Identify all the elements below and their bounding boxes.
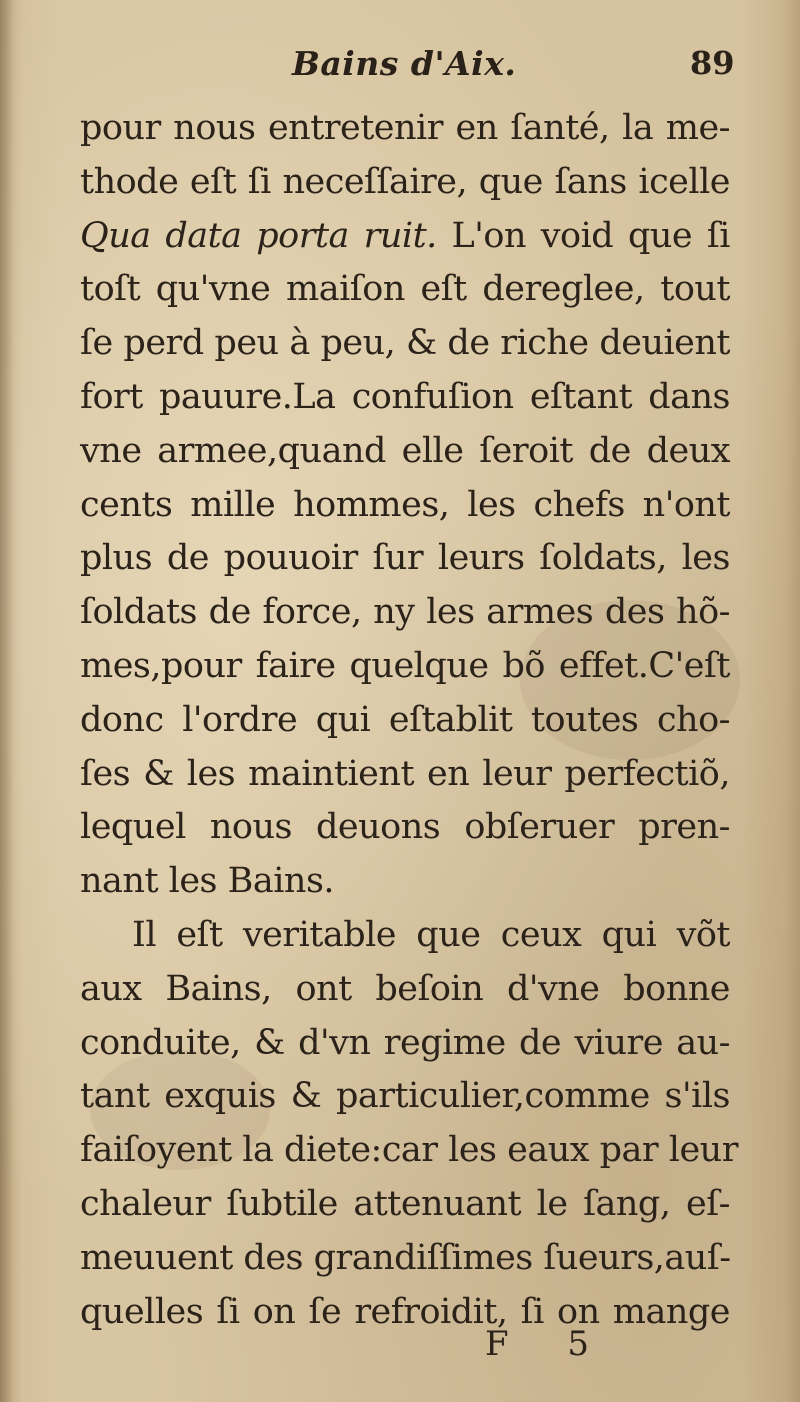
text-line-continuation: L'on void que ſi	[436, 215, 730, 256]
text-line: faiſoyent la diete:car les eaux par leur	[80, 1130, 738, 1171]
page-gutter-shadow	[0, 0, 14, 1402]
text-line: ſe perd peu à peu, & de riche deuient	[80, 323, 730, 364]
text-line: meuuent des grandiſſimes ſueurs,auſ-	[80, 1237, 731, 1278]
text-line: toſt qu'vne maiſon eſt dereglee, tout	[80, 269, 730, 310]
text-line: aux Bains, ont beſoin d'vne bonne	[80, 968, 730, 1009]
text-line: donc l'ordre qui eſtablit toutes cho-	[80, 699, 730, 740]
body-text	[80, 102, 738, 1339]
text-line: tant exquis & particulier,comme s'ils	[80, 1076, 730, 1117]
text-line: ſes & les maintient en leur perfectiõ,	[80, 753, 730, 794]
text-line: mes,pour faire quelque bõ effet.C'eſt	[80, 645, 730, 686]
text-line: cents mille hommes, les chefs n'ont	[80, 484, 730, 525]
paragraph-end-line: nant les Bains.	[80, 861, 335, 902]
text-line: lequel nous deuons obſeruer pren-	[80, 807, 730, 848]
text-line: fort pauure.La confuſion eſtant dans	[80, 376, 730, 417]
text-line: chaleur ſubtile attenuant le ſang, eſ-	[80, 1183, 730, 1224]
text-line: thode eſt ſi neceſſaire, que ſans icelle	[80, 161, 730, 202]
paragraph-start-line: Il eſt veritable que ceux qui võt	[132, 914, 730, 955]
text-line: conduite, & d'vn regime de viure au-	[80, 1022, 730, 1063]
text-line: plus de pouuoir ſur leurs ſoldats, les	[80, 538, 730, 579]
signature-mark: F 5	[485, 1324, 614, 1364]
text-line: vne armee,quand elle ſeroit de deux	[80, 430, 730, 471]
text-line: pour nous entretenir en ſanté, la me-	[80, 108, 730, 148]
latin-quotation: Qua data porta ruit.	[80, 215, 437, 256]
running-head	[0, 44, 800, 94]
text-line: quelles ſi on ſe refroidit, ſi on mange	[80, 1291, 730, 1332]
page-number: 89	[690, 44, 735, 82]
text-line: ſoldats de force, ny les armes des hõ-	[80, 592, 730, 633]
running-head-title: Bains d'Aix.	[292, 44, 517, 83]
text-line-with-latin	[80, 210, 730, 264]
